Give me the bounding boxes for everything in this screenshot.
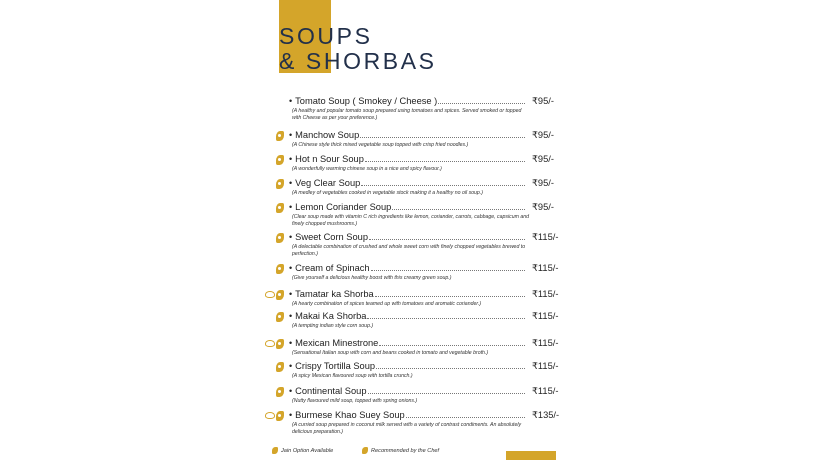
item-description: (Clear soup made with vitamin C rich ingredients like lemon, coriander, carrots, cabbage, capsicum and finely chopped mushrooms.) bbox=[292, 214, 530, 227]
item-icons bbox=[268, 362, 288, 373]
item-price: ₹115/- bbox=[532, 361, 559, 371]
item-name: Cream of Spinach bbox=[295, 263, 370, 273]
item-name: Mexican Minestrone bbox=[295, 338, 379, 348]
item-description: (A spicy Mexican flavoured soup with tortilla crunch.) bbox=[292, 373, 413, 379]
item-icons bbox=[268, 264, 288, 275]
dot-leader bbox=[392, 208, 525, 210]
item-icons bbox=[268, 131, 288, 142]
item-description: (A medley of vegetables cooked in vegetable stock making it a healthy no oil soup.) bbox=[292, 190, 483, 196]
item-name: Lemon Coriander Soup bbox=[295, 202, 392, 212]
item-description: (A curried soup prepared in coconut milk served with a variety of contrast condiments. An absolutely delicious preparation.) bbox=[292, 422, 522, 435]
item-price: ₹115/- bbox=[532, 263, 559, 273]
dot-leader bbox=[379, 344, 525, 346]
bullet-icon: • bbox=[289, 178, 293, 188]
item-description: (A Chinese style thick mixed vegetable soup topped with crisp fried noodles.) bbox=[292, 142, 469, 148]
item-price: ₹95/- bbox=[532, 130, 554, 140]
item-description: (A delectable combination of crushed and whole sweet corn with finely chopped vegetables brewed to perfection.) bbox=[292, 244, 526, 257]
chef-recommended-icon bbox=[276, 339, 284, 349]
item-icons bbox=[268, 203, 288, 214]
item-icons bbox=[268, 155, 288, 166]
chef-recommended-icon bbox=[362, 447, 368, 454]
item-line bbox=[289, 153, 527, 166]
item-name: Burmese Khao Suey Soup bbox=[295, 410, 405, 420]
item-icons bbox=[268, 179, 288, 190]
jain-option-icon bbox=[265, 340, 275, 347]
bullet-icon: • bbox=[289, 263, 293, 273]
item-name: Manchow Soup bbox=[295, 130, 360, 140]
item-price: ₹115/- bbox=[532, 386, 559, 396]
item-name: Crispy Tortilla Soup bbox=[295, 361, 376, 371]
item-icons bbox=[268, 233, 288, 244]
dot-leader bbox=[361, 184, 525, 186]
item-name: Hot n Sour Soup bbox=[295, 154, 364, 164]
bullet-icon: • bbox=[289, 154, 293, 164]
page-title bbox=[279, 24, 437, 74]
item-line bbox=[289, 288, 527, 301]
item-line bbox=[289, 409, 527, 422]
item-description: (A healthy and popular tomato soup prepared using tomatoes and spices. Served smoked or topped with Cheese as per your preference.) bbox=[292, 108, 522, 121]
chef-recommended-icon bbox=[276, 264, 284, 274]
item-icons bbox=[268, 339, 288, 350]
jain-option-icon bbox=[265, 291, 275, 298]
bullet-icon: • bbox=[289, 338, 293, 348]
item-line bbox=[289, 337, 527, 350]
dot-leader bbox=[371, 269, 525, 271]
item-line bbox=[289, 262, 527, 275]
legend-chef bbox=[362, 447, 439, 454]
chef-recommended-icon bbox=[276, 411, 284, 421]
dot-leader bbox=[367, 317, 525, 319]
dot-leader bbox=[369, 238, 525, 240]
bullet-icon: • bbox=[289, 289, 293, 299]
dot-leader bbox=[375, 295, 525, 297]
item-line bbox=[289, 95, 527, 108]
bullet-icon: • bbox=[289, 410, 293, 420]
item-price: ₹95/- bbox=[532, 154, 554, 164]
dot-leader bbox=[438, 102, 525, 104]
item-price: ₹95/- bbox=[532, 178, 554, 188]
item-line bbox=[289, 129, 527, 142]
item-line bbox=[289, 385, 527, 398]
item-description: (A wonderfully warming chinese soup in a nice and spicy flavour.) bbox=[292, 166, 442, 172]
item-description: (Give yourself a delicious healthy boost with this creamy green soup.) bbox=[292, 275, 452, 281]
item-description: (Sensational Italian soup with corn and beans cooked in tomato and vegetable broth.) bbox=[292, 350, 489, 356]
item-name: Tamatar ka Shorba bbox=[295, 289, 374, 299]
item-icons bbox=[268, 97, 288, 108]
item-price: ₹115/- bbox=[532, 338, 559, 348]
legend-chef-label: Recommended by the Chef bbox=[371, 447, 440, 454]
item-description: (Nutty flavoured mild soup, topped with spring onions.) bbox=[292, 398, 418, 404]
dot-leader bbox=[406, 416, 525, 418]
item-price: ₹95/- bbox=[532, 202, 554, 212]
bullet-icon: • bbox=[289, 311, 293, 321]
chef-recommended-icon bbox=[276, 233, 284, 243]
item-description: (A hearty combination of spices teamed up with tomatoes and aromatic coriander.) bbox=[292, 301, 482, 307]
item-line bbox=[289, 177, 527, 190]
dot-leader bbox=[376, 367, 525, 369]
item-name: Tomato Soup ( Smokey / Cheese ) bbox=[295, 96, 438, 106]
bullet-icon: • bbox=[289, 232, 293, 242]
item-description: (A tempting indian style corn soup.) bbox=[292, 323, 374, 329]
item-line bbox=[289, 231, 527, 244]
bullet-icon: • bbox=[289, 202, 293, 212]
bottom-accent-block bbox=[506, 451, 556, 460]
dot-leader bbox=[360, 136, 525, 138]
title-line-1: SOUPS bbox=[279, 23, 373, 49]
chef-recommended-icon bbox=[276, 290, 284, 300]
item-icons bbox=[268, 387, 288, 398]
item-icons bbox=[268, 312, 288, 323]
chef-recommended-icon bbox=[276, 155, 284, 165]
item-price: ₹115/- bbox=[532, 232, 559, 242]
chef-recommended-icon bbox=[276, 203, 284, 213]
chef-recommended-icon bbox=[276, 387, 284, 397]
title-line-2: & SHORBAS bbox=[279, 48, 437, 74]
jain-option-icon bbox=[272, 447, 278, 454]
item-price: ₹135/- bbox=[532, 410, 560, 420]
item-line bbox=[289, 360, 527, 373]
item-price: ₹95/- bbox=[532, 96, 554, 106]
legend-jain-label: Jain Option Available bbox=[281, 447, 334, 454]
chef-recommended-icon bbox=[276, 362, 284, 372]
jain-option-icon bbox=[265, 412, 275, 419]
chef-recommended-icon bbox=[276, 131, 284, 141]
bullet-icon: • bbox=[289, 386, 293, 396]
item-price: ₹115/- bbox=[532, 311, 559, 321]
bullet-icon: • bbox=[289, 96, 293, 106]
chef-recommended-icon bbox=[276, 312, 284, 322]
item-name: Sweet Corn Soup bbox=[295, 232, 369, 242]
item-name: Makai Ka Shorba bbox=[295, 311, 367, 321]
item-line bbox=[289, 201, 527, 214]
item-line bbox=[289, 310, 527, 323]
item-name: Continental Soup bbox=[295, 386, 367, 396]
dot-leader bbox=[365, 160, 525, 162]
bullet-icon: • bbox=[289, 361, 293, 371]
item-name: Veg Clear Soup bbox=[295, 178, 361, 188]
item-price: ₹115/- bbox=[532, 289, 559, 299]
legend-jain bbox=[272, 447, 333, 454]
item-icons bbox=[268, 411, 288, 422]
dot-leader bbox=[368, 392, 526, 394]
bullet-icon: • bbox=[289, 130, 293, 140]
chef-recommended-icon bbox=[276, 179, 284, 189]
item-icons bbox=[268, 290, 288, 301]
